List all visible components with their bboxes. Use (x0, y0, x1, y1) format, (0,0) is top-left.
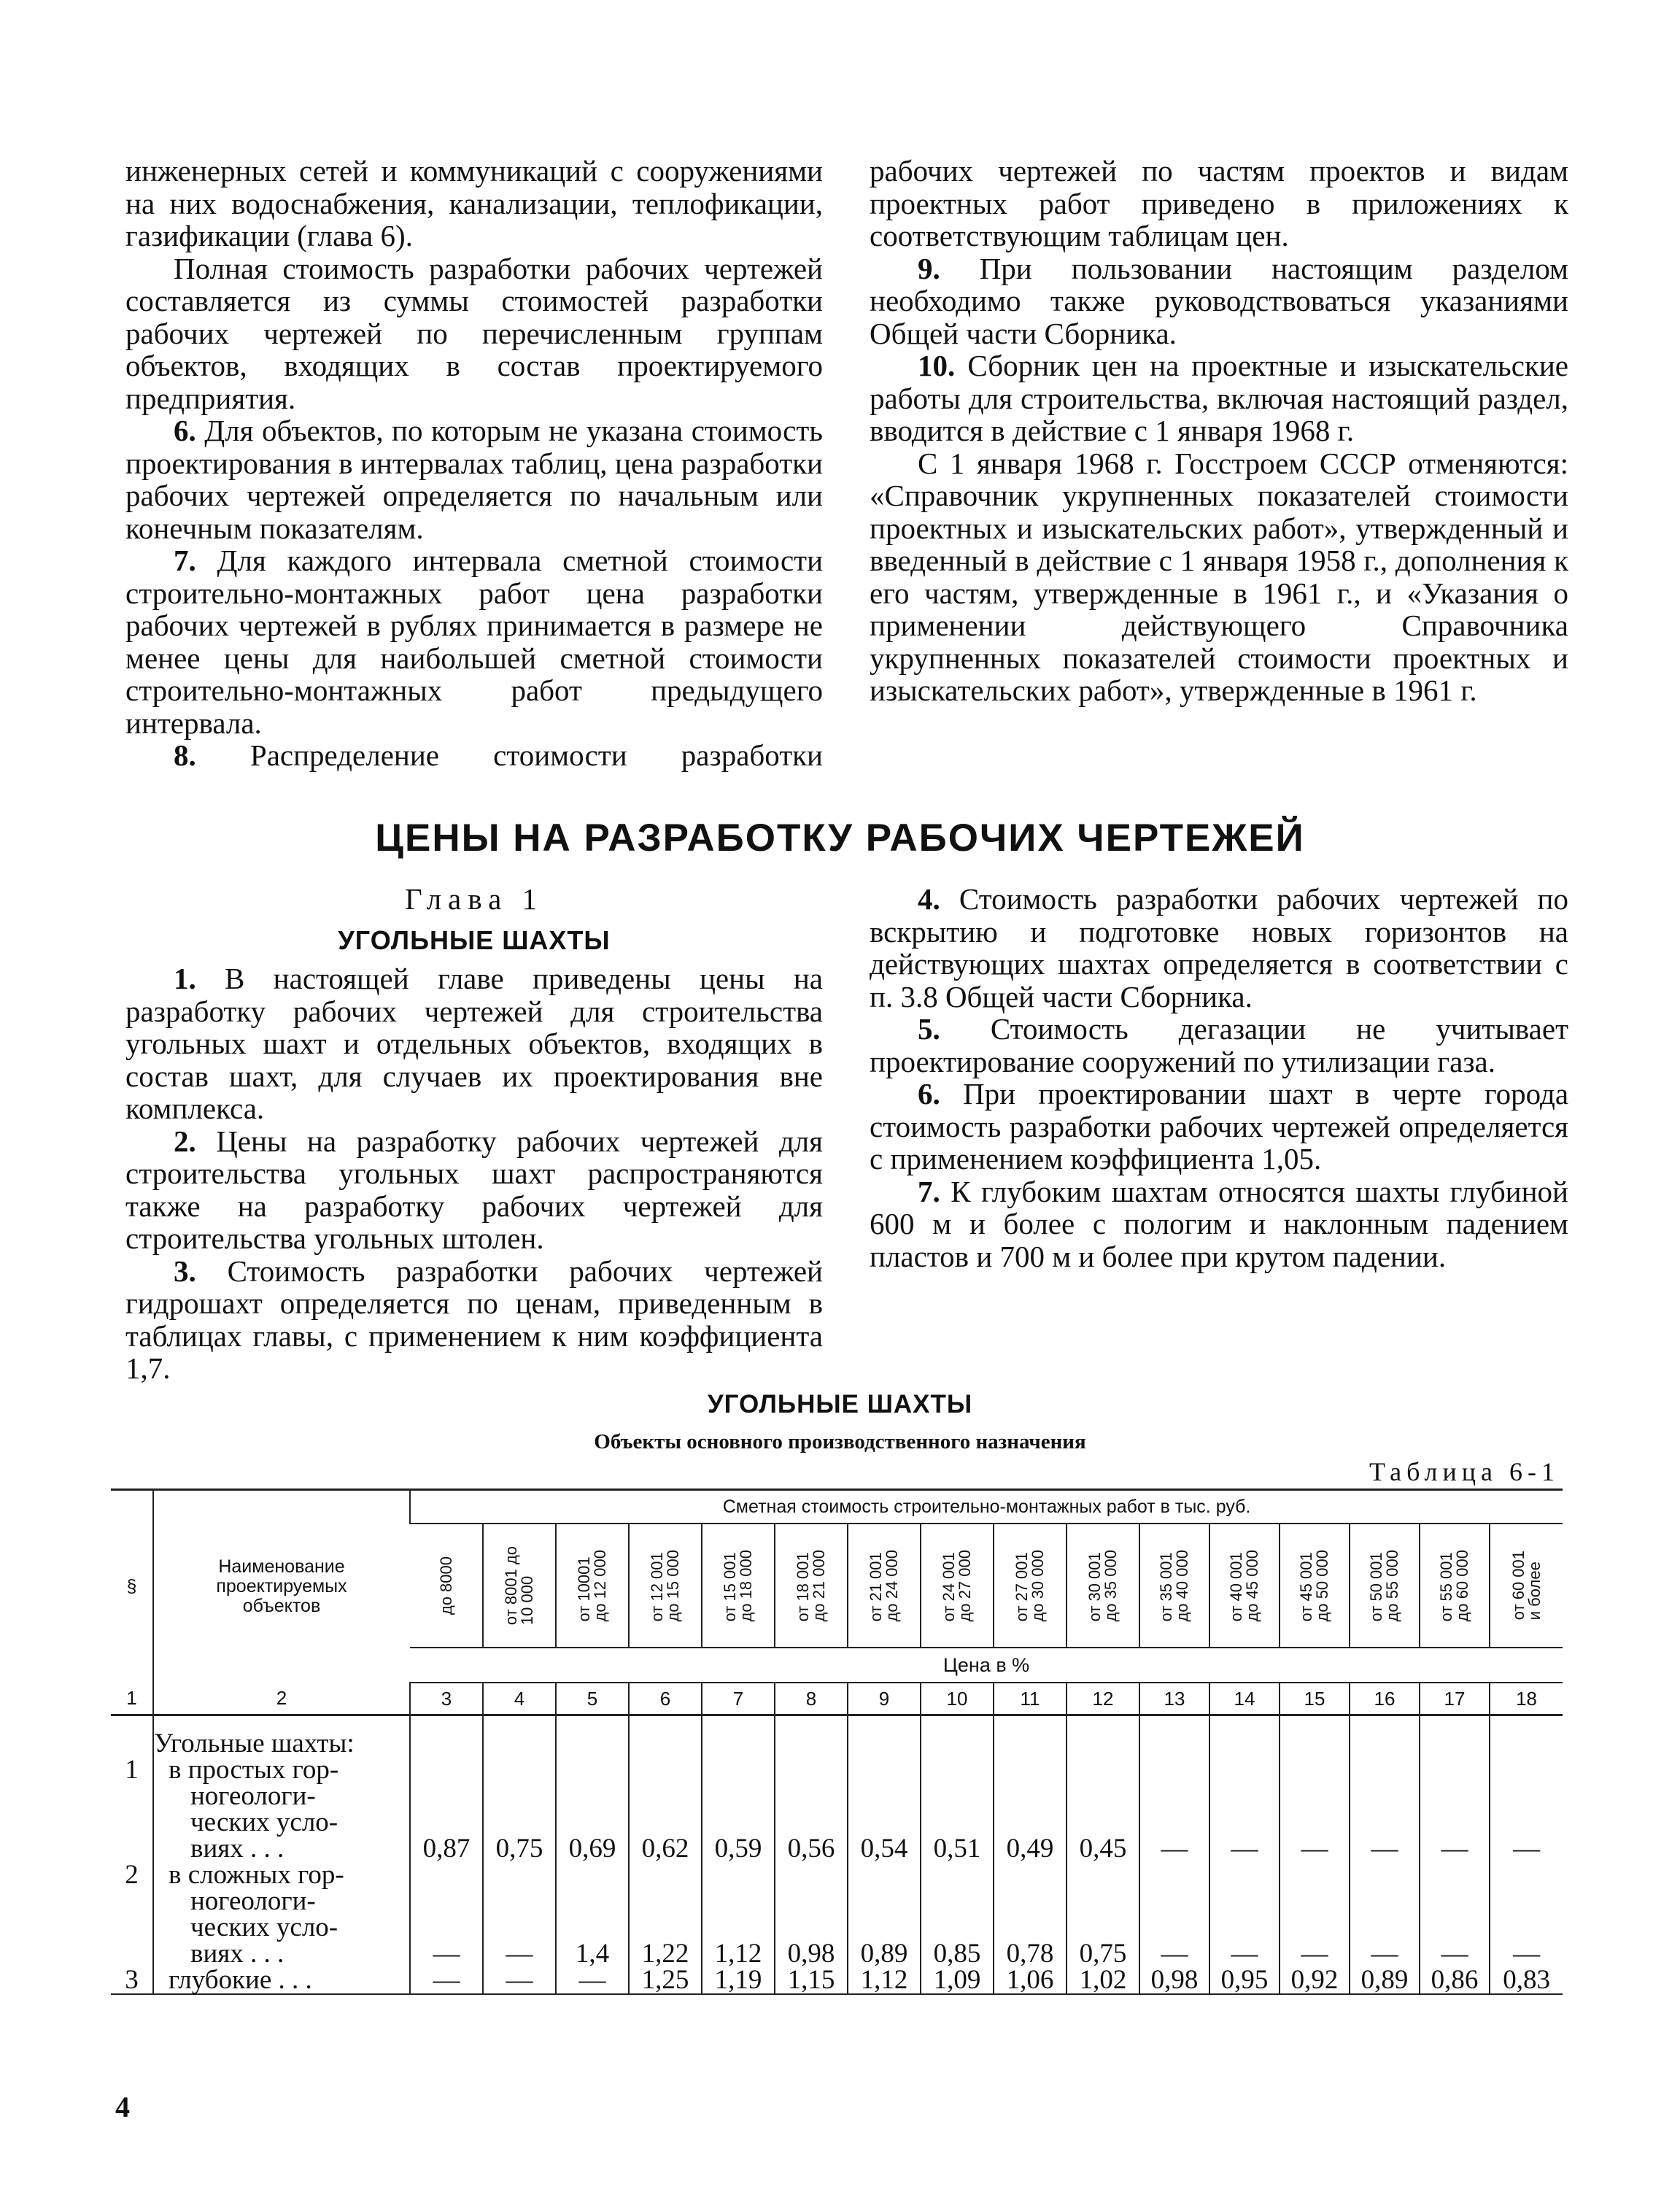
column-number: 16 (1350, 1683, 1420, 1715)
price-cell: 0,98 (775, 1862, 848, 1967)
column-number: 1 (111, 1683, 153, 1715)
range-header: от 15 001 до 18 000 (702, 1524, 775, 1648)
range-header: от 60 001 и более (1490, 1524, 1563, 1648)
price-cell: 0,89 (1350, 1967, 1420, 1994)
price-cell: — (1490, 1862, 1563, 1967)
intro-left-column (125, 155, 823, 772)
price-cell: 0,89 (848, 1862, 921, 1967)
price-cell: 1,12 (702, 1862, 775, 1967)
row-name: в сложных гор- ногеологи- ческих усло- виях . . . (153, 1862, 410, 1967)
range-header: от 12 001 до 15 000 (629, 1524, 702, 1648)
chapter-item: 6. При проектировании шахт в черте города стоимость разработки рабочих чертежей определяется с применением коэффициента 1,05. (870, 1077, 1569, 1175)
intro-paragraph: Полная стоимость разработки рабочих чертежей составляется из суммы стоимостей разработки рабочих чертежей по перечисленным группам объектов, входящих в состав проектируемого предприятия. (125, 251, 823, 415)
table-body (111, 1715, 1563, 1995)
price-cell: — (1139, 1862, 1209, 1967)
column-number: 13 (1139, 1683, 1209, 1715)
row-section-number: 3 (111, 1967, 153, 1994)
chapter-left-column (125, 883, 823, 1385)
price-cell: 1,06 (994, 1967, 1067, 1994)
price-cell: 0,54 (848, 1757, 921, 1862)
chapter-item: 1. В настоящей главе приведены цены на разработку рабочих чертежей для строительства угольных шахт и отдельных объектов, входящих в состав шахт, для случаев их проектирования вне комплекса. (125, 962, 824, 1125)
section-heading: УГОЛЬНЫЕ ШАХТЫ (338, 924, 611, 955)
column-number: 18 (1490, 1683, 1563, 1715)
price-header: Цена в % (410, 1648, 1563, 1683)
price-cell: 0,69 (556, 1757, 629, 1862)
intro-paragraph: 7. Для каждого интервала сметной стоимости строительно-монтажных работ цена разработки рабочих чертежей в рублях принимается в размере не менее цены для наибольшей сметной стоимости строительно-монтажных работ предыдущего интервала. (125, 544, 824, 740)
name-column-header: Наименование проектируемых объектов (153, 1490, 410, 1683)
cost-span-header: Сметная стоимость строительно-монтажных работ в тыс. руб. (410, 1490, 1563, 1524)
chapter-item: 2. Цены на разработку рабочих чертежей для строительства угольных шахт распространяются также на разработку рабочих чертежей для строительства угольных штолен. (125, 1124, 823, 1255)
table-row (111, 1757, 1563, 1862)
column-number: 10 (921, 1683, 994, 1715)
range-header: от 21 001 до 24 000 (848, 1524, 921, 1648)
price-cell: — (1490, 1757, 1563, 1862)
intro-paragraph: 8. Распределение стоимости разработки (174, 738, 823, 772)
item-number: 9. (918, 251, 940, 285)
price-cell: 0,75 (483, 1757, 556, 1862)
price-cell: 1,25 (629, 1967, 702, 1994)
intro-paragraph: 6. Для объектов, по которым не указана стоимость проектирования в интервалах таблиц, цена разработки рабочих чертежей определяется по начальным или конечным показателям. (125, 414, 823, 545)
price-cell: 0,62 (629, 1757, 702, 1862)
page-number: 4 (115, 2090, 130, 2123)
chapter-heading: Глава 1 (404, 882, 544, 916)
column-number: 12 (1067, 1683, 1139, 1715)
price-cell: 1,4 (556, 1862, 629, 1967)
price-cell: 1,19 (702, 1967, 775, 1994)
price-cell: 1,12 (848, 1967, 921, 1994)
price-cell: — (556, 1967, 629, 1994)
price-cell: 0,83 (1490, 1967, 1563, 1994)
range-header: от 10001 до 12 000 (556, 1524, 629, 1648)
price-cell: 1,09 (921, 1967, 994, 1994)
intro-paragraph: инженерных сетей и коммуникаций с сооружениями на них водоснабжения, канализации, теплофикации, газификации (глава 6). (125, 154, 823, 252)
price-cell: — (1280, 1862, 1350, 1967)
price-cell: — (410, 1967, 483, 1994)
column-number: 2 (153, 1683, 410, 1715)
chapter-right-column (870, 883, 1568, 1273)
row-name: глубокие . . . (153, 1967, 410, 1994)
price-cell: 0,56 (775, 1757, 848, 1862)
group-label: Угольные шахты: (153, 1731, 410, 1757)
column-number: 8 (775, 1683, 848, 1715)
column-number-row (111, 1683, 1563, 1715)
column-number: 3 (410, 1683, 483, 1715)
price-cell: 0,86 (1420, 1967, 1490, 1994)
item-number: 6. (174, 414, 196, 447)
price-cell: 0,75 (1067, 1862, 1139, 1967)
chapter-item: 7. К глубоким шахтам относятся шахты глубиной 600 м и более с пологим и наклонным падением пластов и 700 м и более при крутом падении. (870, 1174, 1568, 1273)
range-header: от 50 001 до 55 000 (1350, 1524, 1420, 1648)
price-table (111, 1489, 1563, 1995)
chapter-item: 4. Стоимость разработки рабочих чертежей по вскрытию и подготовке новых горизонтов на действующих шахтах определяется в соответствии с п. 3.8 Общей части Сборника. (870, 882, 1568, 1013)
price-cell: 0,49 (994, 1757, 1067, 1862)
item-number: 8. (174, 738, 196, 772)
table-row (111, 1967, 1563, 1994)
range-header: от 35 001 до 40 000 (1139, 1524, 1209, 1648)
price-cell: — (410, 1862, 483, 1967)
price-cell: — (1350, 1757, 1420, 1862)
price-cell: 0,98 (1139, 1967, 1209, 1994)
column-number: 7 (702, 1683, 775, 1715)
range-header: до 8000 (410, 1524, 483, 1648)
intro-paragraph: С 1 января 1968 г. Госстроем СССР отменяются: «Справочник укрупненных показателей стоимости проектных и изыскательских работ», утвержденный и введенный в действие с 1 января 1958 г., дополнения к его частям, утвержденные в 1961 г., и «Указания о применении действующего Справочника укрупненных показателей стоимости проектных и изыскательских работ», утвержденные в 1961 г. (870, 446, 1568, 707)
price-cell: — (1280, 1757, 1350, 1862)
range-header: от 27 001 до 30 000 (994, 1524, 1067, 1648)
section-column-header: § (111, 1490, 153, 1683)
chapter-item: 5. Стоимость дегазации не учитывает проектирование сооружений по утилизации газа. (870, 1012, 1568, 1078)
intro-paragraph: 9. При пользовании настоящим разделом необходимо также руководствоваться указаниями Общей части Сборника. (870, 251, 1568, 350)
table-title: УГОЛЬНЫЕ ШАХТЫ (707, 1390, 973, 1418)
item-number: 7. (174, 544, 196, 577)
price-cell: 0,95 (1209, 1967, 1280, 1994)
price-cell: — (483, 1967, 556, 1994)
range-header: от 55 001 до 60 000 (1420, 1524, 1490, 1648)
price-cell: 0,51 (921, 1757, 994, 1862)
column-number: 9 (848, 1683, 921, 1715)
column-number: 4 (483, 1683, 556, 1715)
table-label: Таблица 6-1 (1369, 1457, 1560, 1486)
main-title: ЦЕНЫ НА РАЗРАБОТКУ РАБОЧИХ ЧЕРТЕЖЕЙ (375, 816, 1305, 860)
item-number: 10. (918, 349, 956, 382)
column-number: 6 (629, 1683, 702, 1715)
price-cell: — (1139, 1757, 1209, 1862)
table-row (111, 1862, 1563, 1967)
price-cell: 1,02 (1067, 1967, 1139, 1994)
row-name: в простых гор- ногеологи- ческих усло- виях . . . (153, 1757, 410, 1862)
chapter-item: 3. Стоимость разработки рабочих чертежей гидрошахт определяется по ценам, приведенным в таблицах главы, с применением к ним коэффициента 1,7. (125, 1254, 823, 1385)
price-cell: 1,15 (775, 1967, 848, 1994)
price-cell: — (1209, 1757, 1280, 1862)
price-cell: — (1420, 1862, 1490, 1967)
price-cell: 0,85 (921, 1862, 994, 1967)
price-cell: 0,87 (410, 1757, 483, 1862)
price-cell: 0,45 (1067, 1757, 1139, 1862)
range-header: от 30 001 до 35 000 (1067, 1524, 1139, 1648)
column-number: 11 (994, 1683, 1067, 1715)
price-cell: — (483, 1862, 556, 1967)
range-header: от 18 001 до 21 000 (775, 1524, 848, 1648)
row-section-number: 2 (125, 1860, 139, 1890)
price-cell: — (1420, 1757, 1490, 1862)
price-cell: 1,22 (629, 1862, 702, 1967)
column-number: 15 (1280, 1683, 1350, 1715)
intro-paragraph: рабочих чертежей по частям проектов и видам проектных работ приведено в приложениях к соответствующим таблицам цен. (870, 154, 1568, 252)
range-header: от 24 001 до 27 000 (921, 1524, 994, 1648)
intro-right-column (870, 155, 1568, 707)
price-cell: — (1350, 1862, 1420, 1967)
price-cell: 0,59 (702, 1757, 775, 1862)
range-header: от 45 001 до 50 000 (1280, 1524, 1350, 1648)
range-header: от 8001 до 10 000 (483, 1524, 556, 1648)
price-cell: — (1209, 1862, 1280, 1967)
intro-paragraph: 10. Сборник цен на проектные и изыскательские работы для строительства, включая настоящий раздел, вводится в действие с 1 января 1968 г. (870, 349, 1569, 447)
price-cell: 0,78 (994, 1862, 1067, 1967)
column-number: 17 (1420, 1683, 1490, 1715)
column-number: 14 (1209, 1683, 1280, 1715)
column-number: 5 (556, 1683, 629, 1715)
table-subtitle: Объекты основного производственного назначения (594, 1430, 1086, 1453)
row-section-number: 1 (125, 1755, 139, 1785)
price-cell: 0,92 (1280, 1967, 1350, 1994)
range-header: от 40 001 до 45 000 (1209, 1524, 1280, 1648)
